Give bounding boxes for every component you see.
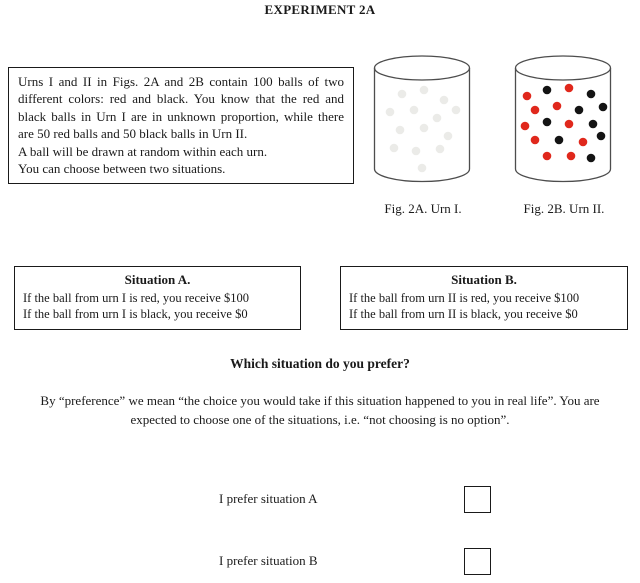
- ball-dot: [597, 132, 606, 141]
- ball-dot: [543, 152, 552, 161]
- instructions-line2: A ball will be drawn at random within each urn.: [18, 143, 268, 159]
- preference-note: By “preference” we mean “the choice you would take if this situation happened to you in real life”. You are expected to choose one of the situations, i.e. “not choosing is no option”.: [40, 393, 600, 427]
- ball-dot: [567, 152, 576, 161]
- ball-dot: [579, 138, 588, 147]
- urn-1-balls: [386, 86, 461, 173]
- urn-1-figure: [372, 52, 472, 194]
- ball-dot: [412, 147, 421, 156]
- urn-top-ellipse: [375, 56, 470, 80]
- ball-dot: [390, 144, 399, 153]
- urn-top-ellipse: [516, 56, 611, 80]
- ball-dot: [575, 106, 584, 115]
- ball-dot: [420, 124, 429, 133]
- ball-dot: [531, 136, 540, 145]
- ball-dot: [410, 106, 419, 115]
- ball-dot: [418, 164, 427, 173]
- ball-dot: [396, 126, 405, 135]
- instructions-main: Urns I and II in Figs. 2A and 2B contain 100 balls of two different colors: red and black. You know that the red and black balls in Urn I are in unknown proportion, while there are 50 red balls and 50 black balls in Urn II.: [18, 74, 344, 142]
- situation-a-heading: Situation A.: [124, 272, 191, 287]
- ball-dot: [433, 114, 442, 123]
- choice-b-checkbox[interactable]: [464, 548, 491, 575]
- instructions-line3: You can choose between two situations.: [18, 161, 226, 177]
- ball-dot: [420, 86, 429, 95]
- ball-dot: [436, 145, 445, 154]
- instructions-box: [8, 67, 354, 184]
- ball-dot: [543, 86, 552, 95]
- urn-2-balls: [521, 84, 608, 163]
- preference-question: Which situation do you prefer?: [230, 356, 410, 371]
- ball-dot: [587, 154, 596, 163]
- ball-dot: [523, 92, 532, 101]
- ball-dot: [452, 106, 461, 115]
- ball-dot: [444, 132, 453, 141]
- choice-a-checkbox[interactable]: [464, 486, 491, 513]
- ball-dot: [553, 102, 562, 111]
- situation-b-box: [340, 266, 628, 330]
- choice-a-label: I prefer situation A: [219, 491, 318, 506]
- situation-b-heading: Situation B.: [451, 272, 517, 287]
- ball-dot: [565, 120, 574, 129]
- ball-dot: [587, 90, 596, 99]
- ball-dot: [555, 136, 564, 145]
- situation-a-line2: If the ball from urn I is black, you receive $0: [23, 307, 248, 322]
- ball-dot: [589, 120, 598, 129]
- ball-dot: [440, 96, 449, 105]
- ball-dot: [531, 106, 540, 115]
- situation-a-box: [14, 266, 301, 330]
- ball-dot: [599, 103, 608, 112]
- situation-a-line1: If the ball from urn I is red, you receive $100: [23, 290, 249, 305]
- choice-b-label: I prefer situation B: [219, 553, 318, 568]
- situation-b-line1: If the ball from urn II is red, you receive $100: [349, 290, 580, 305]
- ball-dot: [386, 108, 395, 117]
- ball-dot: [398, 90, 407, 99]
- urn-2-figure: [513, 52, 613, 194]
- situation-b-line2: If the ball from urn II is black, you receive $0: [349, 307, 578, 322]
- urn-1-caption: Fig. 2A. Urn I.: [384, 201, 462, 216]
- ball-dot: [543, 118, 552, 127]
- urn-2-caption: Fig. 2B. Urn II.: [523, 201, 605, 216]
- ball-dot: [565, 84, 574, 93]
- page-title: EXPERIMENT 2A: [264, 2, 376, 17]
- ball-dot: [521, 122, 530, 131]
